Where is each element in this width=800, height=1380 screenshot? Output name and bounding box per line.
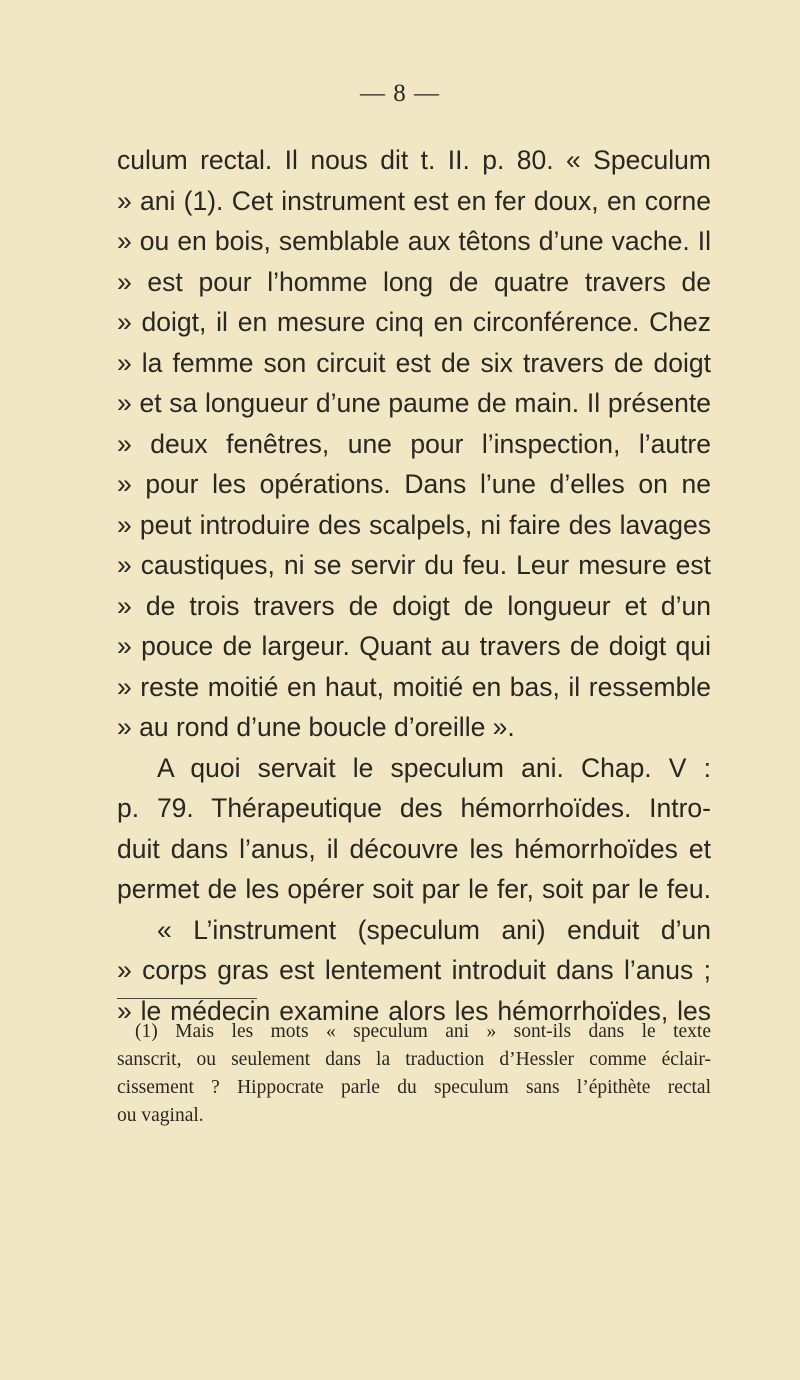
main-text xyxy=(117,140,711,1031)
paragraph-start-line: A quoi servait le speculum ani. Chap. V : xyxy=(157,752,711,783)
text-line: » caustiques, ni se servir du feu. Leur mesure est xyxy=(117,550,711,580)
text-line: » ou en bois, semblable aux têtons d’une vache. Il xyxy=(117,226,711,256)
text-line: culum rectal. Il nous dit t. II. p. 80. « Speculum xyxy=(117,145,711,175)
footnote-line: (1) Mais les mots « speculum ani » sont-ils dans le texte xyxy=(135,1021,711,1042)
footnote-line: cissement ? Hippocrate parle du speculum sans l’épithète rectal xyxy=(117,1077,711,1098)
text-line: » peut introduire des scalpels, ni faire des lavages xyxy=(117,509,711,540)
text-line: » au rond d’une boucle d’oreille ». xyxy=(117,712,515,742)
footnote xyxy=(117,1018,711,1130)
footnote-line: sanscrit, ou seulement dans la traduction d’Hessler comme éclair- xyxy=(117,1049,711,1070)
paragraph-start-line: « L’instrument (speculum ani) enduit d’un xyxy=(157,914,711,945)
text-line: » est pour l’homme long de quatre travers de xyxy=(117,266,711,297)
text-line: » pour les opérations. Dans l’une d’elles on ne xyxy=(117,469,711,499)
page-number: — 8 — xyxy=(360,80,440,107)
footnote-line: ou vaginal. xyxy=(117,1105,204,1126)
text-line: permet de les opérer soit par le fer, soit par le feu. xyxy=(117,874,711,904)
footnote-divider xyxy=(117,998,257,999)
text-line: » de trois travers de doigt de longueur et d’un xyxy=(117,590,711,621)
text-line: p. 79. Thérapeutique des hémorrhoïdes. Intro- xyxy=(117,793,711,823)
text-line: » la femme son circuit est de six travers de doigt xyxy=(117,347,711,378)
text-line: » corps gras est lentement introduit dans l’anus ; xyxy=(117,955,711,985)
text-line: duit dans l’anus, il découvre les hémorrhoïdes et xyxy=(117,833,711,864)
text-line: » reste moitié en haut, moitié en bas, il ressemble xyxy=(117,671,711,702)
text-line: » le médecin examine alors les hémorrhoïdes, les xyxy=(117,995,711,1026)
text-line: » deux fenêtres, une pour l’inspection, l’autre xyxy=(117,428,711,459)
text-line: » ani (1). Cet instrument est en fer doux, en corne xyxy=(117,185,711,216)
text-line: » doigt, il en mesure cinq en circonférence. Chez xyxy=(117,307,711,337)
text-line: » pouce de largeur. Quant au travers de doigt qui xyxy=(117,631,711,661)
text-line: » et sa longueur d’une paume de main. Il présente xyxy=(117,388,711,418)
